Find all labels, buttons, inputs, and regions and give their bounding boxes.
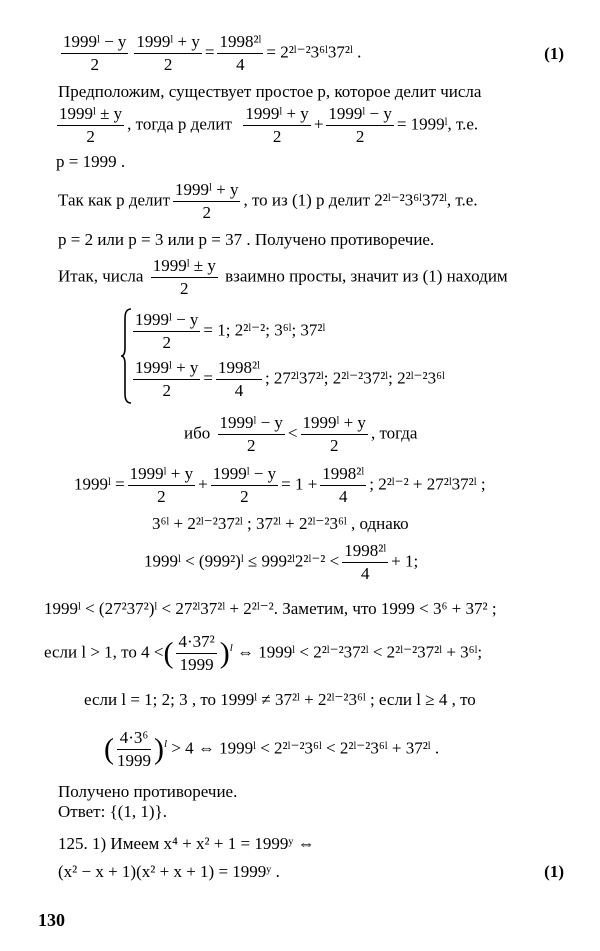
paragraph-assume: Предположим, существует простое p, которое делит числа (58, 82, 482, 101)
equation-number: (1) (544, 44, 564, 63)
numerator: 1998²ˡ (217, 32, 263, 54)
denominator: 4 (236, 55, 245, 74)
line-if-l-123: если l = 1; 2; 3 , то 1999ˡ ≠ 37²ˡ + 2²ˡ⁻²3⁶ˡ ; если l ≥ 4 , то (84, 690, 476, 709)
line-inequality-1: 1999ˡ < (999²)ˡ ≤ 999²ˡ2²ˡ⁻² < $\frac{\text{1998²ˡ}}{4}$ + 1; (144, 541, 419, 583)
page-number: 130 (38, 910, 65, 930)
system-row-1: $\frac{\text{1999ˡ − y}}{2}$ = 1; 2²ˡ⁻²; 3⁶ˡ; 37²ˡ (135, 310, 326, 352)
line-p-1999: p = 1999 . (56, 152, 126, 171)
line-divides: $\frac{\text{1999ˡ ± y}}{2}$ , тогда p делит $\frac{\text{1999ˡ + y}}{2}$ + $\frac{\text{1999ˡ − y}}{2}$ = 1999ˡ, т.е. (59, 104, 479, 146)
line-last-inequality: ( $\frac{\text{4·3⁶}}{1999}$ )$^l$ > 4 ⇔ 1999ˡ < 2²ˡ⁻²3⁶ˡ < 2²ˡ⁻²3⁶ˡ + 37²ˡ . (104, 728, 440, 770)
line-if-l-gt-1: если l > 1, то 4 <( $\frac{\text{4·37²}}{1999}$ )$^l$ ⇔ 1999ˡ < 2²ˡ⁻²37²ˡ < 2²ˡ⁻²37²ˡ + 3⁶ˡ; (44, 632, 483, 674)
paragraph-since: Так как p делит $\frac{\text{1999ˡ + y}}{2}$ , то из (1) p делит 2²ˡ⁻²3⁶ˡ37²ˡ, т.е. (58, 180, 478, 222)
equation-system (120, 306, 520, 406)
line-sum-2: 3⁶ˡ + 2²ˡ⁻²37²ˡ ; 37²ˡ + 2²ˡ⁻²3⁶ˡ , однако (152, 514, 409, 533)
line-contradiction-1: p = 2 или p = 3 или p = 37 . Получено противоречие. (58, 230, 435, 249)
denominator: 2 (90, 55, 99, 74)
equation-number: (1) (544, 862, 564, 881)
numerator: 1999ˡ + y (134, 32, 201, 54)
equation-1: $\frac{\text{1999ˡ − y}}{2}$ $\frac{\text{1999ˡ + y}}{2}$ = $\frac{\text{1998²ˡ}}{4}$ = 2²ˡ⁻²3⁶ˡ37²ˡ . (63, 32, 362, 74)
line-because: ибо $\frac{\text{1999ˡ − y}}{2}$ < $\frac{\text{1999ˡ + y}}{2}$ , тогда (184, 413, 418, 455)
line-contradiction-2: Получено противоречие. (58, 782, 238, 801)
system-row-2: $\frac{\text{1999ˡ + y}}{2}$ = $\frac{\text{1998²ˡ}}{4}$ ; 27²ˡ37²ˡ; 2²ˡ⁻²37²ˡ; 2²ˡ⁻²3⁶ˡ (135, 358, 445, 400)
numerator: 1999ˡ − y (61, 32, 128, 54)
problem-125: 125. 1) Имеем x⁴ + x² + 1 = 1999ʸ ⇔ (58, 834, 315, 853)
answer: Ответ: {(1, 1)}. (58, 802, 167, 821)
paragraph-so: Итак, числа $\frac{\text{1999ˡ ± y}}{2}$ взаимно просты, значит из (1) находим (58, 256, 508, 298)
line-inequality-2: 1999ˡ < (27²37²)ˡ < 27²ˡ37²ˡ + 2²ˡ⁻². Заметим, что 1999 < 3⁶ + 37² ; (44, 599, 497, 618)
factorization: (x² − x + 1)(x² + x + 1) = 1999ʸ . (58, 862, 280, 881)
line-sum: 1999ˡ = $\frac{\text{1999ˡ + y}}{2}$ + $\frac{\text{1999ˡ − y}}{2}$ = 1 + $\frac{\text{1998²ˡ}}{4}$ ; 2²ˡ⁻² + 27²ˡ37²ˡ ; (74, 464, 486, 506)
denominator: 2 (163, 55, 173, 74)
